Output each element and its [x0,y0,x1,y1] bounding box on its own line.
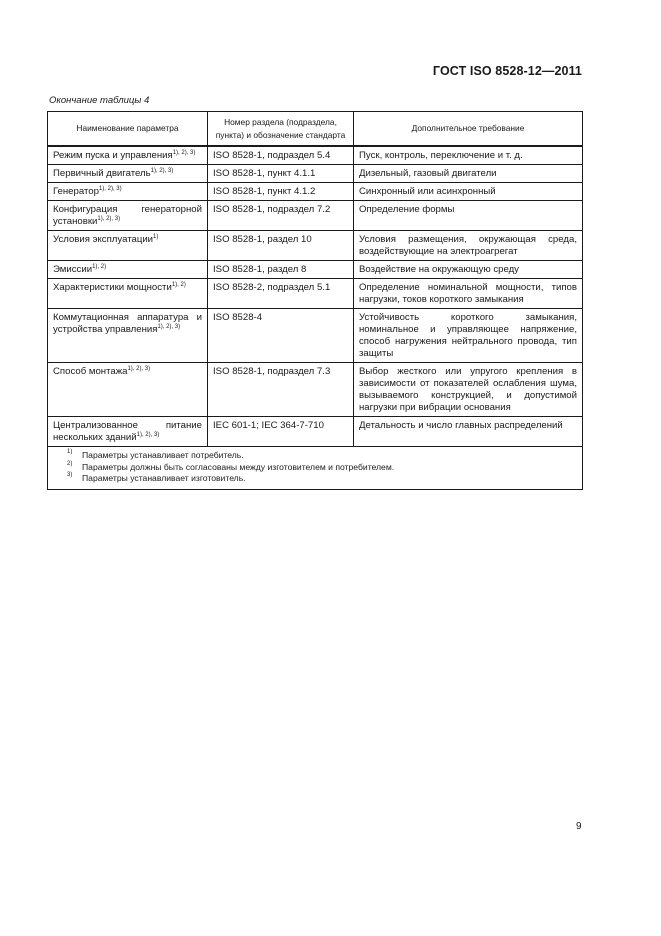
footnote [68,462,577,474]
table-row [48,417,583,447]
table-row [48,183,583,201]
parameter-name-cell [48,146,208,165]
standard-ref-cell: ISO 8528-2, подраздел 5.1 [208,279,354,309]
parameter-name: Генератор [53,186,99,197]
table-row [48,261,583,279]
requirement-cell: Устойчивость короткого замыкания, номинальное и управляющее напряжение, способ нагружения нейтрального провода, тип защиты [354,309,583,363]
table-row [48,231,583,261]
parameter-name: Характеристики мощности [53,282,172,293]
parameter-name: Конфигурация генераторной установки [53,204,202,227]
table-row [48,309,583,363]
standard-ref-cell: ISO 8528-1, подраздел 5.4 [208,146,354,165]
parameter-name-cell [48,165,208,183]
footnote-ref: 1), 2), 3) [157,324,181,330]
footnote-ref: 1), 2), 3) [150,168,174,174]
standard-ref-cell: ISO 8528-1, раздел 10 [208,231,354,261]
footnotes-cell [48,447,583,490]
footnote-text: Параметры устанавливает потребитель. [82,450,244,460]
footnote-ref: 1), 2), 3) [98,186,122,192]
table-caption: Окончание таблицы 4 [49,95,150,106]
footnote [68,450,577,462]
parameter-name: Способ монтажа [53,366,128,377]
footnote-mark: 2) [67,460,73,467]
column-header-standard: Номер раздела (подраздела, пункта) и обозначение стандарта [208,112,354,147]
footnote-text: Параметры должны быть согласованы между изготовителем и потребителем. [82,461,395,472]
parameter-name-cell [48,201,208,231]
table-row [48,279,583,309]
parameters-table [47,111,583,490]
parameter-name-cell [48,417,208,447]
parameter-name: Централизованное питание нескольких зданий [53,420,202,443]
parameter-name: Коммутационная аппаратура и устройства управления [53,312,202,335]
parameter-name-cell [48,231,208,261]
footnote-text: Параметры устанавливает изготовитель. [82,473,246,483]
footnote-ref: 1) [153,234,159,240]
parameter-name: Первичный двигатель [53,168,151,179]
table-row [48,363,583,417]
table-row [48,201,583,231]
standard-ref-cell: ISO 8528-1, подраздел 7.3 [208,363,354,417]
standard-ref-cell: ISO 8528-1, пункт 4.1.2 [208,183,354,201]
footnote-ref: 1), 2), 3) [127,366,151,372]
requirement-cell: Определение номинальной мощности, типов нагрузки, токов короткого замыкания [354,279,583,309]
footnote-ref: 1), 2), 3) [136,432,160,438]
parameter-name: Режим пуска и управления [53,150,173,161]
requirement-cell: Детальность и число главных распределений [354,417,583,447]
parameter-name: Условия эксплуатации [53,234,154,245]
standard-ref-cell: IEC 601-1; IEC 364-7-710 [208,417,354,447]
table-row [48,146,583,165]
footnote-ref: 1), 2) [171,282,186,288]
footnote-mark: 1) [67,449,73,455]
parameter-name-cell [48,279,208,309]
standard-ref-cell: ISO 8528-4 [208,309,354,363]
requirement-cell: Синхронный или асинхронный [354,183,583,201]
requirement-cell: Дизельный, газовый двигатели [354,165,583,183]
table-header-row [48,112,583,147]
standard-ref-cell: ISO 8528-1, раздел 8 [208,261,354,279]
footnote-ref: 1), 2) [92,264,107,270]
requirement-cell: Выбор жесткого или упругого крепления в зависимости от показателей ослабления шума, вызываемого конструкцией, и допустимой нагрузки при вибрации основания [354,363,583,417]
footnote [68,473,577,485]
table-row [48,165,583,183]
requirement-cell: Воздействие на окружающую среду [354,261,583,279]
parameter-name-cell [48,261,208,279]
parameter-name-cell [48,183,208,201]
footnote-ref: 1), 2), 3) [172,150,196,156]
parameter-name-cell [48,363,208,417]
requirement-cell: Условия размещения, окружающая среда, воздействующие на электроагрегат [354,231,583,261]
footnotes-row [48,447,583,490]
parameter-name-cell [48,309,208,363]
standard-ref-cell: ISO 8528-1, подраздел 7.2 [208,201,354,231]
footnote-mark: 3) [67,472,73,478]
parameter-name: Эмиссии [53,264,93,275]
column-header-parameter: Наименование параметра [48,112,208,147]
requirement-cell: Пуск, контроль, переключение и т. д. [354,146,583,165]
column-header-requirement: Дополнительное требование [354,112,583,147]
document-header: ГОСТ ISO 8528-12—2011 [432,64,582,78]
requirement-cell: Определение формы [354,201,583,231]
page-number: 9 [576,821,582,832]
footnote-ref: 1), 2), 3) [97,216,121,222]
standard-ref-cell: ISO 8528-1, пункт 4.1.1 [208,165,354,183]
